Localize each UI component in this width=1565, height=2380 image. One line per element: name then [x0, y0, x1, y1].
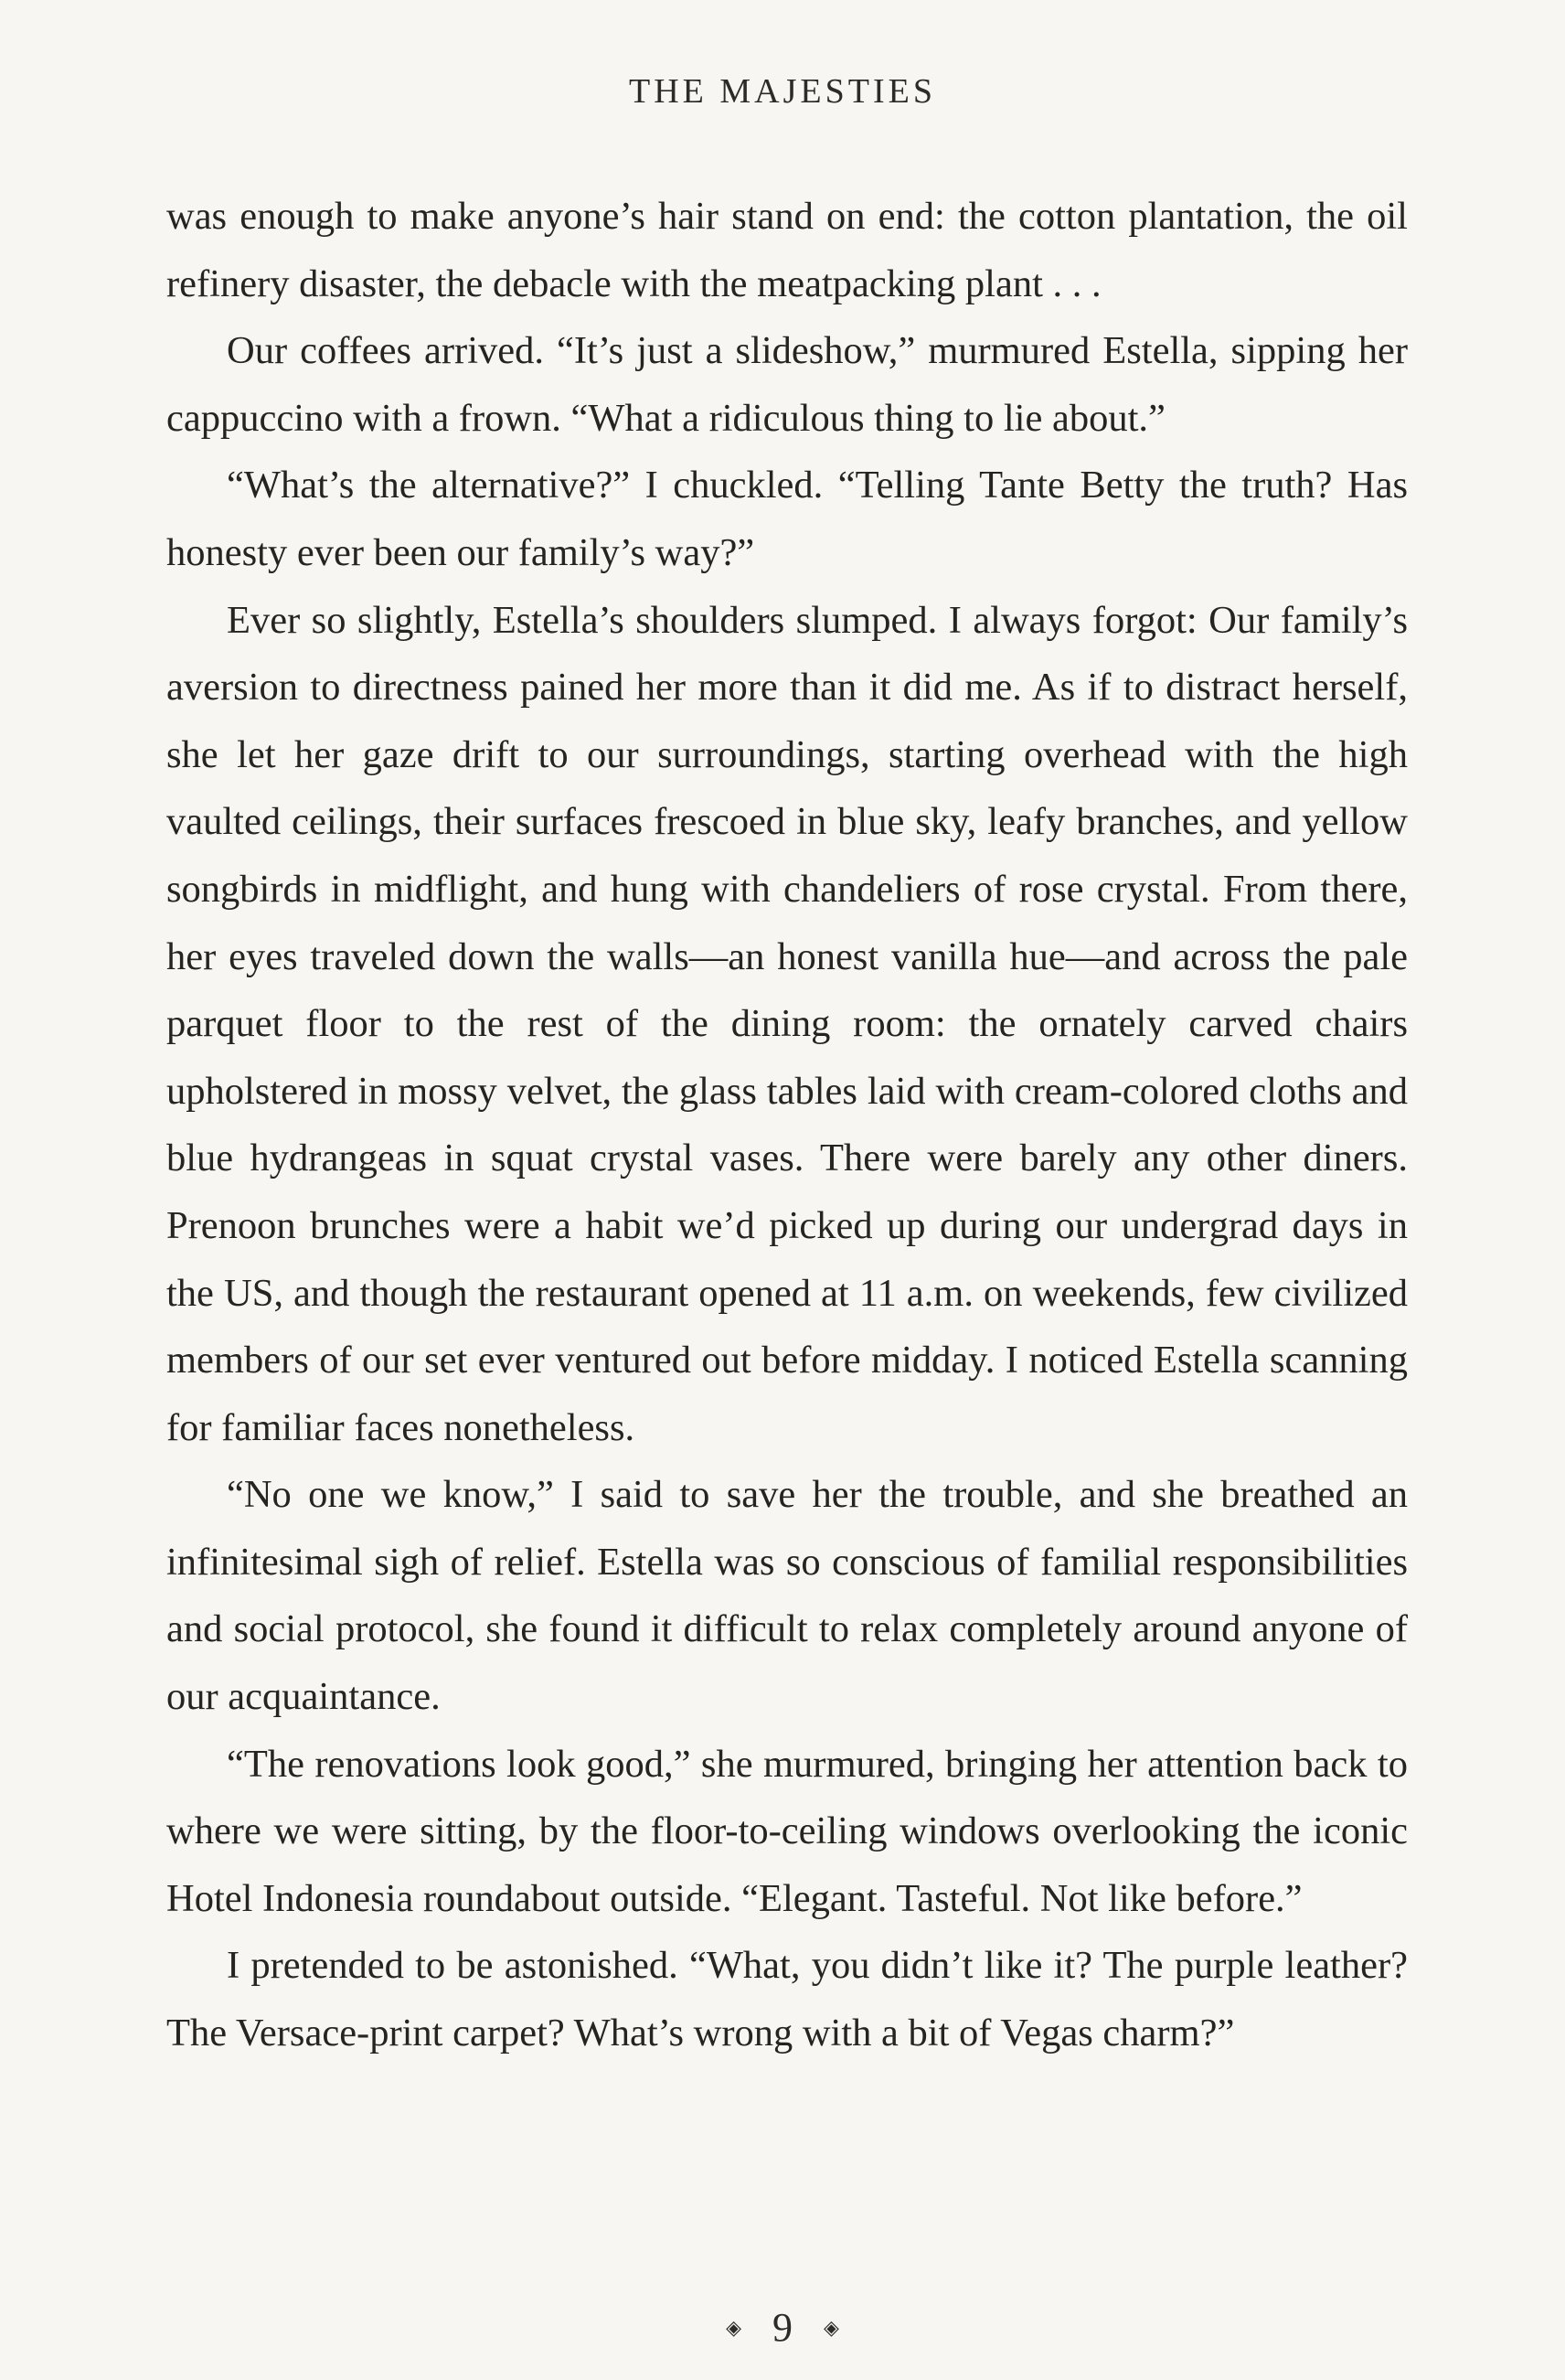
paragraph-3: “What’s the alternative?” I chuckled. “Telling Tante Betty the truth? Has honesty ever been our family’s way?”	[166, 464, 1408, 574]
paragraph-1: was enough to make anyone’s hair stand on end: the cotton plantation, the oil refinery disaster, the debacle with the meatpacking plant . . .	[166, 195, 1408, 305]
paragraph-7: I pretended to be astonished. “What, you didn’t like it? The purple leather? The Versace-print carpet? What’s wrong with a bit of Vegas charm?”	[166, 1944, 1408, 2055]
page-number: 9	[772, 2305, 793, 2350]
paragraph-5: “No one we know,” I said to save her the trouble, and she breathed an infinitesimal sigh of relief. Estella was so conscious of familial responsibilities and social protocol, she found it difficult to relax completely around anyone of our acquaintance.	[166, 1473, 1408, 1719]
ornament-left-icon: ◈	[726, 2315, 741, 2339]
body-text	[166, 183, 1408, 2067]
page-folio	[0, 2304, 1565, 2351]
paragraph-2: Our coffees arrived. “It’s just a slideshow,” murmured Estella, sipping her cappuccino with a frown. “What a ridiculous thing to lie about.”	[166, 329, 1408, 440]
ornament-right-icon: ◈	[824, 2315, 839, 2339]
running-head: THE MAJESTIES	[629, 72, 936, 111]
paragraph-6: “The renovations look good,” she murmured, bringing her attention back to where we were sitting, by the floor-to-ceiling windows overlooking the iconic Hotel Indonesia roundabout outside. “Elegant. Tasteful. Not like before.”	[166, 1742, 1408, 1920]
paragraph-4: Ever so slightly, Estella’s shoulders slumped. I always forgot: Our family’s aversion to directness pained her more than it did me. As if to distract herself, she let her gaze drift to our surroundings, starting overhead with the high vaulted ceilings, their surfaces frescoed in blue sky, leafy branches, and yellow songbirds in midflight, and hung with chandeliers of rose crystal. From there, her eyes traveled down the walls—an honest vanilla hue—and across the pale parquet floor to the rest of the dining room: the ornately carved chairs upholstered in mossy velvet, the glass tables laid with cream-colored cloths and blue hydrangeas in squat crystal vases. There were barely any other diners. Prenoon brunches were a habit we’d picked up during our undergrad days in the US, and though the restaurant opened at 11 a.m. on weekends, few civilized members of our set ever ventured out before midday. I noticed Estella scanning for familiar faces nonetheless.	[166, 598, 1408, 1449]
